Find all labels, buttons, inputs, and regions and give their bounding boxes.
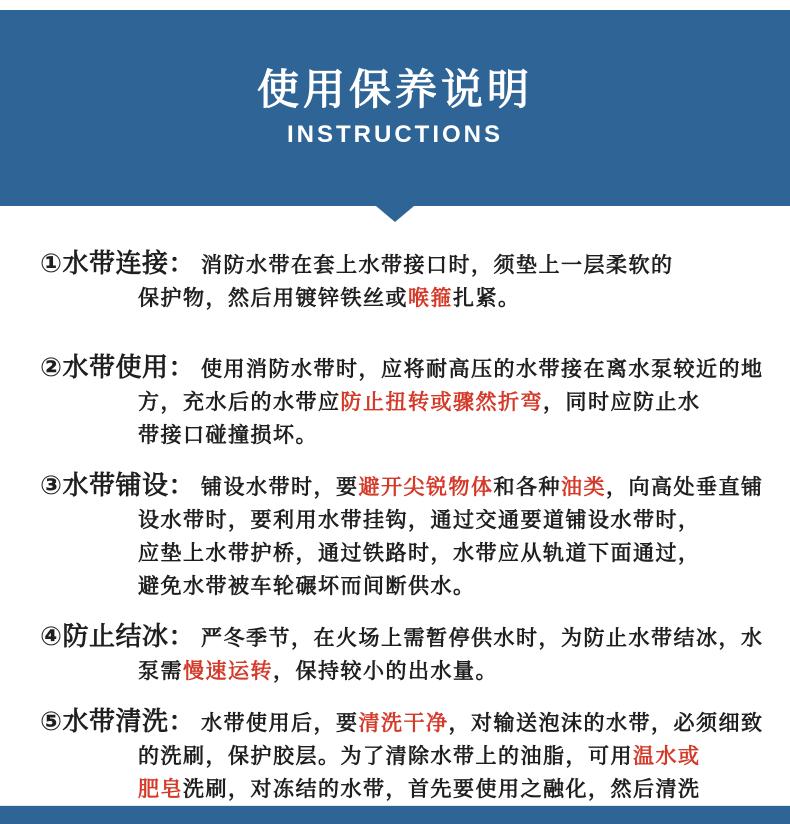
text-segment: 应垫上水带护桥，通过铁路时，水带应从轨道下面通过， bbox=[138, 542, 701, 565]
text-segment: 扎紧。 bbox=[453, 287, 521, 310]
section-first-line bbox=[40, 247, 766, 282]
section-number: ① bbox=[40, 248, 63, 278]
text-segment: 保护物，然后用镀锌铁丝或 bbox=[138, 287, 408, 310]
section-text-line bbox=[201, 712, 764, 735]
text-segment: ，同时应防止水 bbox=[543, 391, 701, 414]
section-text-line bbox=[138, 386, 766, 419]
text-segment: ，对输送泡沫的水带，必须细致 bbox=[448, 712, 764, 735]
text-segment: 的洗刷，保护胶层。为了清除水带上的油脂，可用 bbox=[138, 745, 633, 768]
page-title: 使用保养说明 bbox=[256, 66, 533, 114]
instruction-section bbox=[40, 620, 766, 688]
section-text-line bbox=[201, 476, 764, 499]
section-title: 水带清洗： bbox=[62, 706, 196, 736]
section-heading bbox=[40, 706, 195, 736]
text-segment: ，保持较小的出水量。 bbox=[273, 660, 498, 683]
text-segment: 泵需 bbox=[138, 660, 183, 683]
header-banner bbox=[0, 10, 790, 206]
text-segment: 方，充水后的水带应 bbox=[138, 391, 341, 414]
section-title: 防止结冰： bbox=[62, 621, 196, 651]
section-text-line bbox=[201, 358, 764, 381]
highlighted-text: 慢速运转 bbox=[183, 660, 273, 683]
highlighted-text: 防止扭转或骤然折弯 bbox=[340, 391, 543, 414]
instructions-list bbox=[40, 247, 766, 824]
section-title: 水带连接： bbox=[62, 248, 196, 278]
section-number: ④ bbox=[40, 621, 63, 651]
text-segment: 消防水带在套上水带接口时，须垫上一层柔软的 bbox=[201, 254, 674, 277]
section-first-line bbox=[40, 620, 766, 655]
highlighted-text: 避开尖锐物体 bbox=[358, 476, 494, 499]
text-segment: 洗刷，对冻结的水带，首先要使用之融化，然后清洗 bbox=[183, 778, 701, 801]
highlighted-text: 清洗干净 bbox=[358, 712, 449, 735]
section-text-line bbox=[138, 773, 766, 806]
text-segment: 带接口碰撞损坏。 bbox=[138, 424, 318, 447]
section-first-line bbox=[40, 705, 766, 740]
banner-pointer-triangle bbox=[376, 206, 414, 222]
highlighted-text: 喉箍 bbox=[408, 287, 453, 310]
section-text-line bbox=[138, 655, 766, 688]
section-text-line bbox=[138, 419, 766, 452]
instruction-section bbox=[40, 469, 766, 603]
text-segment: 水带使用后，要 bbox=[201, 712, 359, 735]
section-heading bbox=[40, 352, 195, 382]
text-segment: 避免水带被车轮碾坏而间断供水。 bbox=[138, 575, 476, 598]
section-heading bbox=[40, 621, 195, 651]
text-segment: 铺设水带时，要 bbox=[201, 476, 359, 499]
section-text-line bbox=[138, 570, 766, 603]
section-first-line bbox=[40, 469, 766, 504]
section-number: ⑤ bbox=[40, 706, 63, 736]
section-number: ③ bbox=[40, 470, 63, 500]
text-segment: 设水带时，要利用水带挂钩，通过交通要道铺设水带时， bbox=[138, 509, 701, 532]
text-segment: ，向高处垂直铺 bbox=[606, 476, 764, 499]
section-text-line bbox=[201, 254, 674, 277]
section-number: ② bbox=[40, 352, 63, 382]
section-text-line bbox=[201, 627, 764, 650]
instruction-section bbox=[40, 247, 766, 315]
footer-bar bbox=[0, 805, 790, 824]
highlighted-text: 温水或 bbox=[633, 745, 701, 768]
section-heading bbox=[40, 248, 195, 278]
text-segment: 和各种 bbox=[493, 476, 562, 499]
section-title: 水带铺设： bbox=[62, 470, 196, 500]
highlighted-text: 油类 bbox=[561, 476, 607, 499]
section-text-line bbox=[138, 282, 766, 315]
section-title: 水带使用： bbox=[62, 352, 196, 382]
section-heading bbox=[40, 470, 195, 500]
section-first-line bbox=[40, 351, 766, 386]
section-text-line bbox=[138, 504, 766, 537]
text-segment: 使用消防水带时，应将耐高压的水带接在离水泵较近的地 bbox=[201, 358, 764, 381]
section-text-line bbox=[138, 740, 766, 773]
text-segment: 严冬季节，在火场上需暂停供水时，为防止水带结冰，水 bbox=[201, 627, 764, 650]
instruction-section bbox=[40, 351, 766, 452]
section-text-line bbox=[138, 537, 766, 570]
highlighted-text: 肥皂 bbox=[138, 778, 183, 801]
page-subtitle: INSTRUCTIONS bbox=[287, 120, 503, 148]
